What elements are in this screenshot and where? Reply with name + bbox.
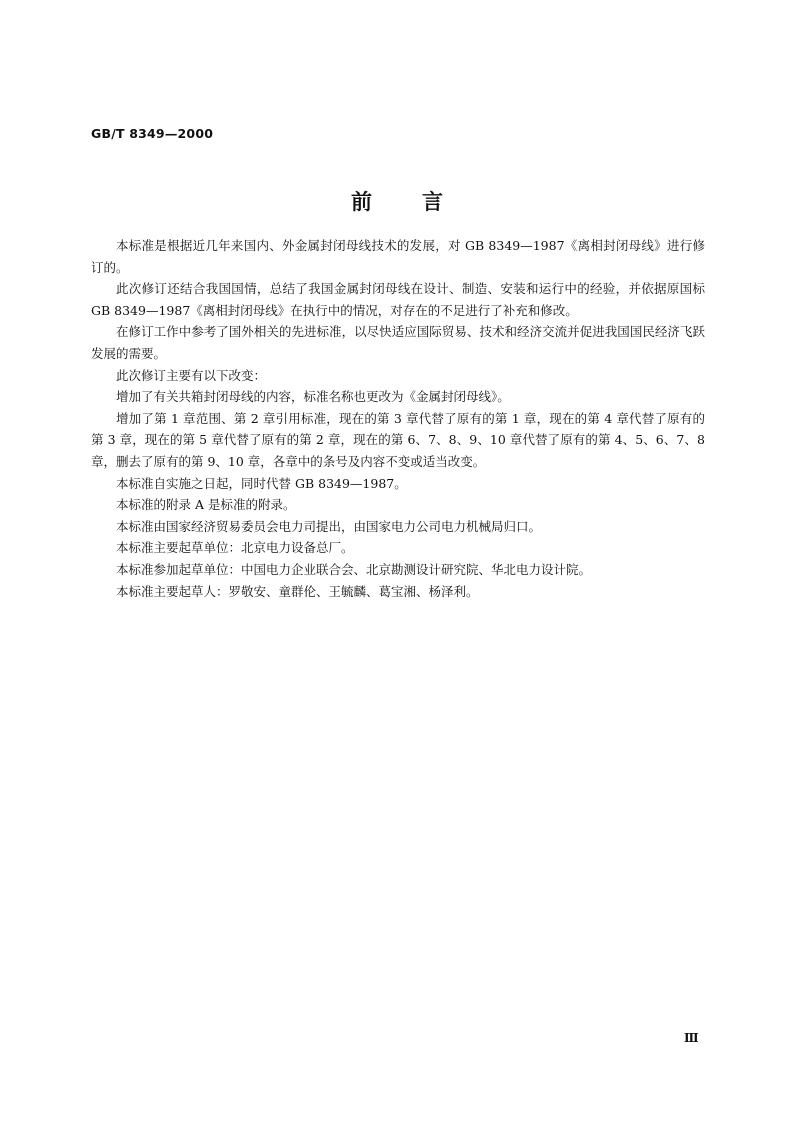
paragraph-foreign-standards: 在修订工作中参考了国外相关的先进标准，以尽快适应国际贸易、技术和经济交流并促进我国国民经济飞跃发展的需要。: [91, 324, 705, 361]
paragraph-national-conditions: 此次修订还结合我国国情，总结了我国金属封闭母线在设计、制造、安装和运行中的经验，并依据原国标 GB 8349—1987《离相封闭母线》在执行中的情况，对存在的不足进行了补充和修改。: [91, 281, 705, 318]
paragraph-annex: 本标准的附录 A 是标准的附录。: [116, 497, 296, 513]
paragraph-change-name: 增加了有关共箱封闭母线的内容，标准名称也更改为《金属封闭母线》。: [116, 389, 510, 405]
paragraph-main-drafters: 本标准主要起草人：罗敬安、童群伦、王毓麟、葛宝湘、杨泽利。: [116, 583, 479, 599]
paragraph-change-chapters: 增加了第 1 章范围、第 2 章引用标准，现在的第 3 章代替了原有的第 1 章，现在的第 4 章代替了原有的第 3 章，现在的第 5 章代替了原有的第 2 章，现在的第 6、7、8、9、10 章代替了原有的第 4、5、6、7、8 章，删去了原有的第 9、10 章，各章中的条号及内容不变或适当改变。: [91, 410, 705, 469]
standard-code: GB/T 8349—2000: [91, 126, 214, 141]
paragraph-main-drafter-unit: 本标准主要起草单位：北京电力设备总厂。: [116, 540, 354, 556]
paragraph-supersedes: 本标准自实施之日起，同时代替 GB 8349—1987。: [116, 475, 407, 491]
page-title: 前言: [351, 190, 493, 214]
paragraph-changes-intro: 此次修订主要有以下改变：: [116, 367, 267, 383]
foreword-body: [91, 235, 705, 602]
paragraph-revision-basis: 本标准是根据近几年来国内、外金属封闭母线技术的发展，对 GB 8349—1987《离相封闭母线》进行修订的。: [91, 238, 705, 275]
page-number: Ⅲ: [684, 1031, 699, 1045]
paragraph-participating-units: 本标准参加起草单位：中国电力企业联合会、北京勘测设计研究院、华北电力设计院。: [116, 561, 592, 577]
paragraph-proposed-by: 本标准由国家经济贸易委员会电力司提出，由国家电力公司电力机械局归口。: [116, 518, 542, 534]
